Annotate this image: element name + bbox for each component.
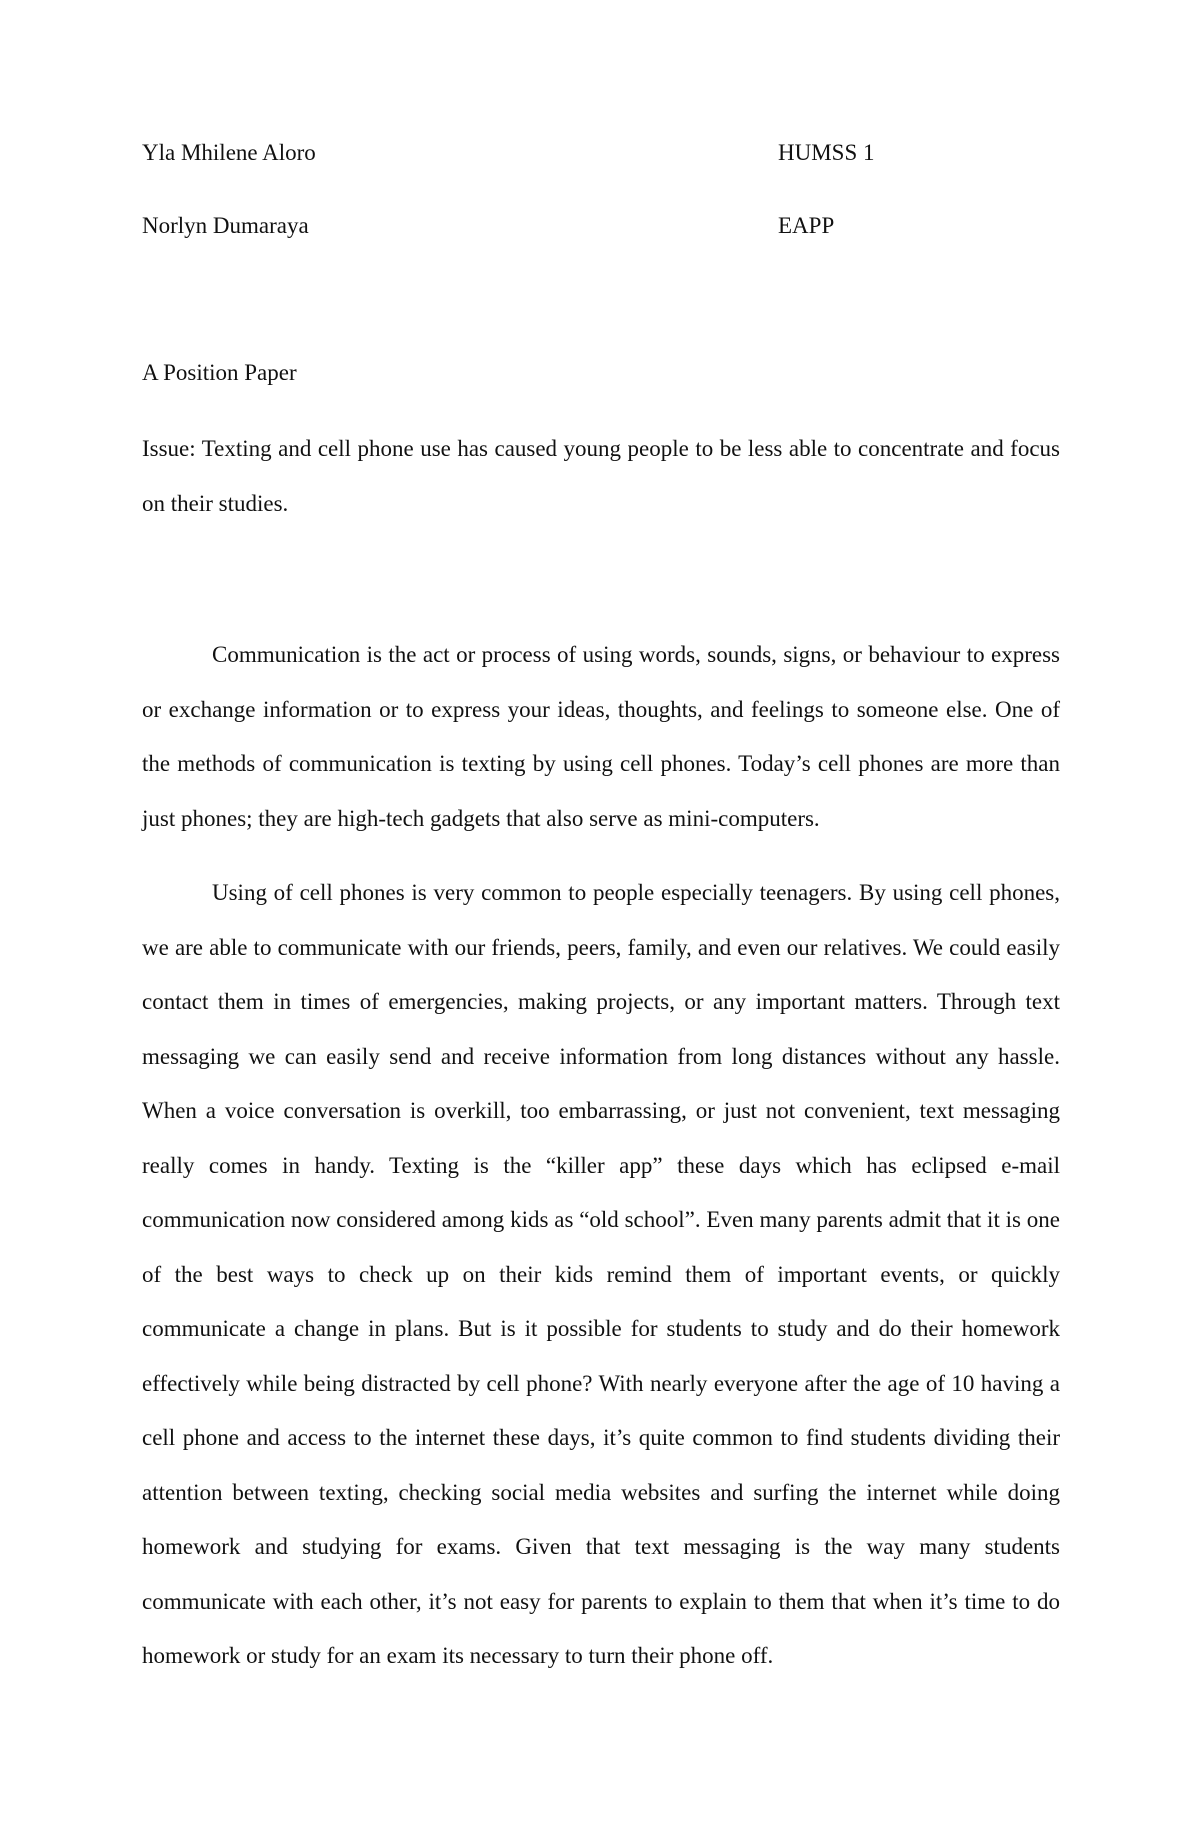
header-row-1: [142, 140, 1062, 170]
author-name-1: Yla Mhilene Aloro: [142, 140, 316, 165]
section-label: HUMSS 1: [778, 140, 875, 165]
paper-title: A Position Paper: [142, 360, 297, 385]
body-paragraph-2: Using of cell phones is very common to people especially teenagers. By using cell phones, we are able to communicate with our friends, peers, family, and even our relatives. We could easily contact them in times of emergencies, making projects, or any important matters. Through text messaging we can easily send and receive information from long distances without any hassle. When a voice conversation is overkill, too embarrassing, or just not convenient, text messaging really comes in handy. Texting is the “killer app” these days which has eclipsed e-mail communication now considered among kids as “old school”. Even many parents admit that it is one of the best ways to check up on their kids remind them of important events, or quickly communicate a change in plans. But is it possible for students to study and do their homework effectively while being distracted by cell phone? With nearly everyone after the age of 10 having a cell phone and access to the internet these days, it’s quite common to find students dividing their attention between texting, checking social media websites and surfing the internet while doing homework and studying for exams. Given that text messaging is the way many students communicate with each other, it’s not easy for parents to explain to them that when it’s time to do homework or study for an exam its necessary to turn their phone off.: [142, 880, 1060, 1668]
header-row-2: [142, 213, 1062, 243]
author-name-2: Norlyn Dumaraya: [142, 213, 309, 238]
body-paragraph-1: Communication is the act or process of using words, sounds, signs, or behaviour to express or exchange information or to express your ideas, thoughts, and feelings to someone else. One of the methods of communication is texting by using cell phones. Today’s cell phones are more than just phones; they are high-tech gadgets that also serve as mini-computers.: [142, 642, 1060, 831]
subject-label: EAPP: [778, 213, 835, 238]
issue-statement: Issue: Texting and cell phone use has caused young people to be less able to concentrate and focus on their studies.: [142, 436, 1060, 516]
